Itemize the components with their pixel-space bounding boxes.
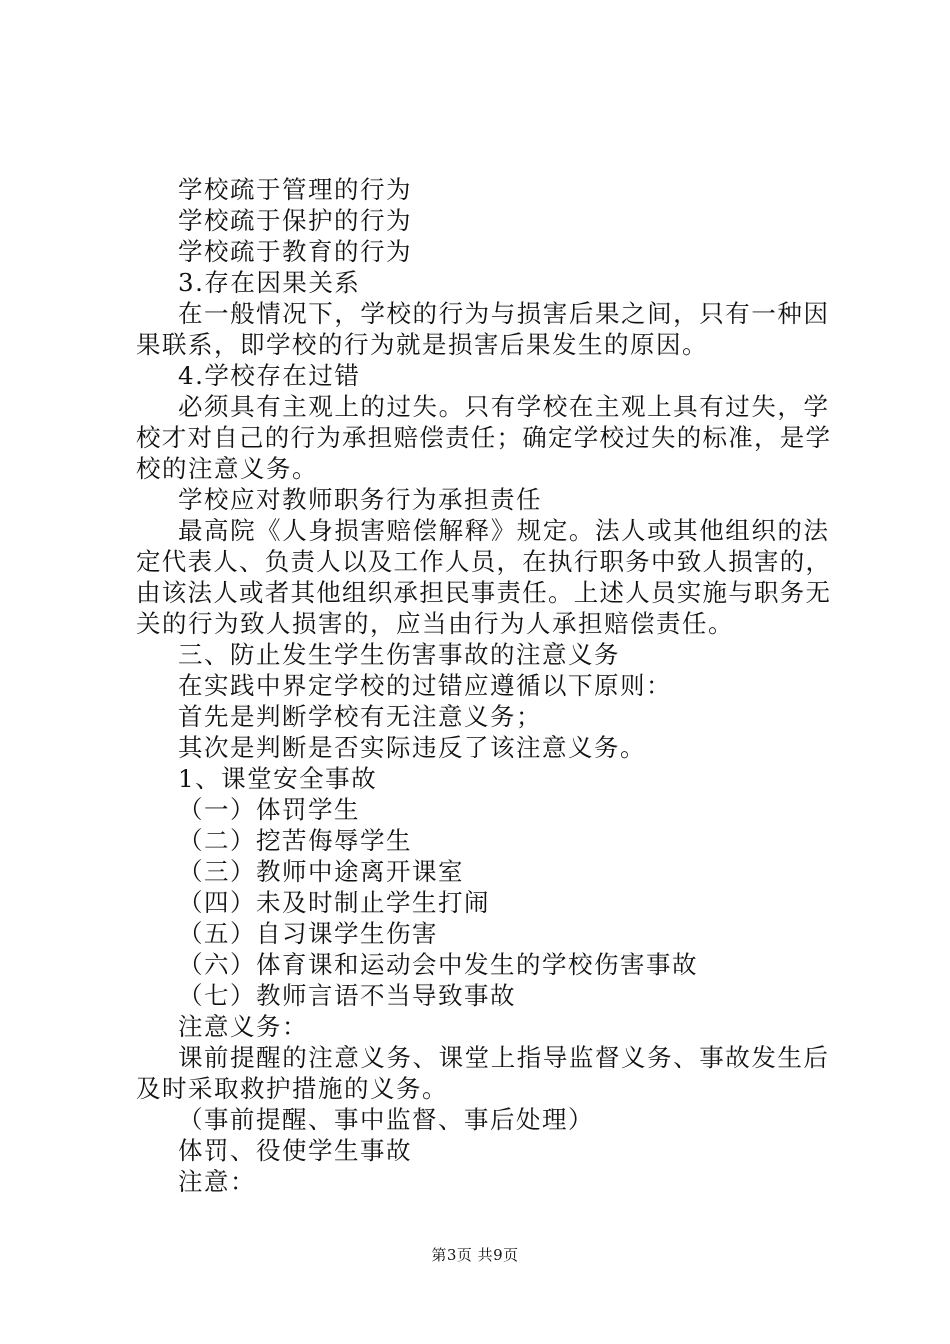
text-line: 首先是判断学校有无注意义务；	[178, 702, 542, 731]
paragraph-line: 关的行为致人损害的，应当由行为人承担赔偿责任。	[136, 609, 734, 638]
text-line: 学校疏于教育的行为	[178, 237, 412, 266]
list-item: （二）挖苦侮辱学生	[178, 826, 412, 855]
text-line: 学校疏于保护的行为	[178, 206, 412, 235]
section-heading: 学校应对教师职务行为承担责任	[178, 485, 542, 514]
list-item: （五）自习课学生伤害	[178, 919, 438, 948]
text-line: 体罚、役使学生事故	[178, 1136, 412, 1165]
section-heading: 3.存在因果关系	[178, 268, 361, 297]
paragraph-line: 在一般情况下，学校的行为与损害后果之间，只有一种因	[178, 299, 828, 328]
section-heading: 4.学校存在过错	[178, 361, 361, 390]
text-line: 注意义务：	[178, 1012, 308, 1041]
paragraph-line: 课前提醒的注意义务、课堂上指导监督义务、事故发生后	[178, 1043, 828, 1072]
list-item: （三）教师中途离开课室	[178, 857, 464, 886]
text-line: （事前提醒、事中监督、事后处理）	[178, 1105, 594, 1134]
text-line: 其次是判断是否实际违反了该注意义务。	[178, 733, 646, 762]
paragraph-line: 由该法人或者其他组织承担民事责任。上述人员实施与职务无	[136, 578, 830, 607]
paragraph-line: 定代表人、负责人以及工作人员，在执行职务中致人损害的，	[136, 547, 830, 576]
text-line: 在实践中界定学校的过错应遵循以下原则：	[178, 671, 672, 700]
section-heading: 三、防止发生学生伤害事故的注意义务	[178, 640, 620, 669]
section-heading: 1、课堂安全事故	[178, 764, 378, 793]
page-number-footer: 第3页 共9页	[431, 1246, 519, 1264]
list-item: （七）教师言语不当导致事故	[178, 981, 516, 1010]
paragraph-line: 最高院《人身损害赔偿解释》规定。法人或其他组织的法	[178, 516, 828, 545]
paragraph-line: 及时采取救护措施的义务。	[136, 1074, 448, 1103]
list-item: （一）体罚学生	[178, 795, 360, 824]
text-line: 注意：	[178, 1167, 256, 1196]
paragraph-line: 必须具有主观上的过失。只有学校在主观上具有过失，学	[178, 392, 828, 421]
list-item: （六）体育课和运动会中发生的学校伤害事故	[178, 950, 698, 979]
paragraph-line: 果联系，即学校的行为就是损害后果发生的原因。	[136, 330, 708, 359]
text-line: 学校疏于管理的行为	[178, 175, 412, 204]
list-item: （四）未及时制止学生打闹	[178, 888, 490, 917]
paragraph-line: 校的注意义务。	[136, 454, 318, 483]
paragraph-line: 校才对自己的行为承担赔偿责任；确定学校过失的标准，是学	[136, 423, 830, 452]
